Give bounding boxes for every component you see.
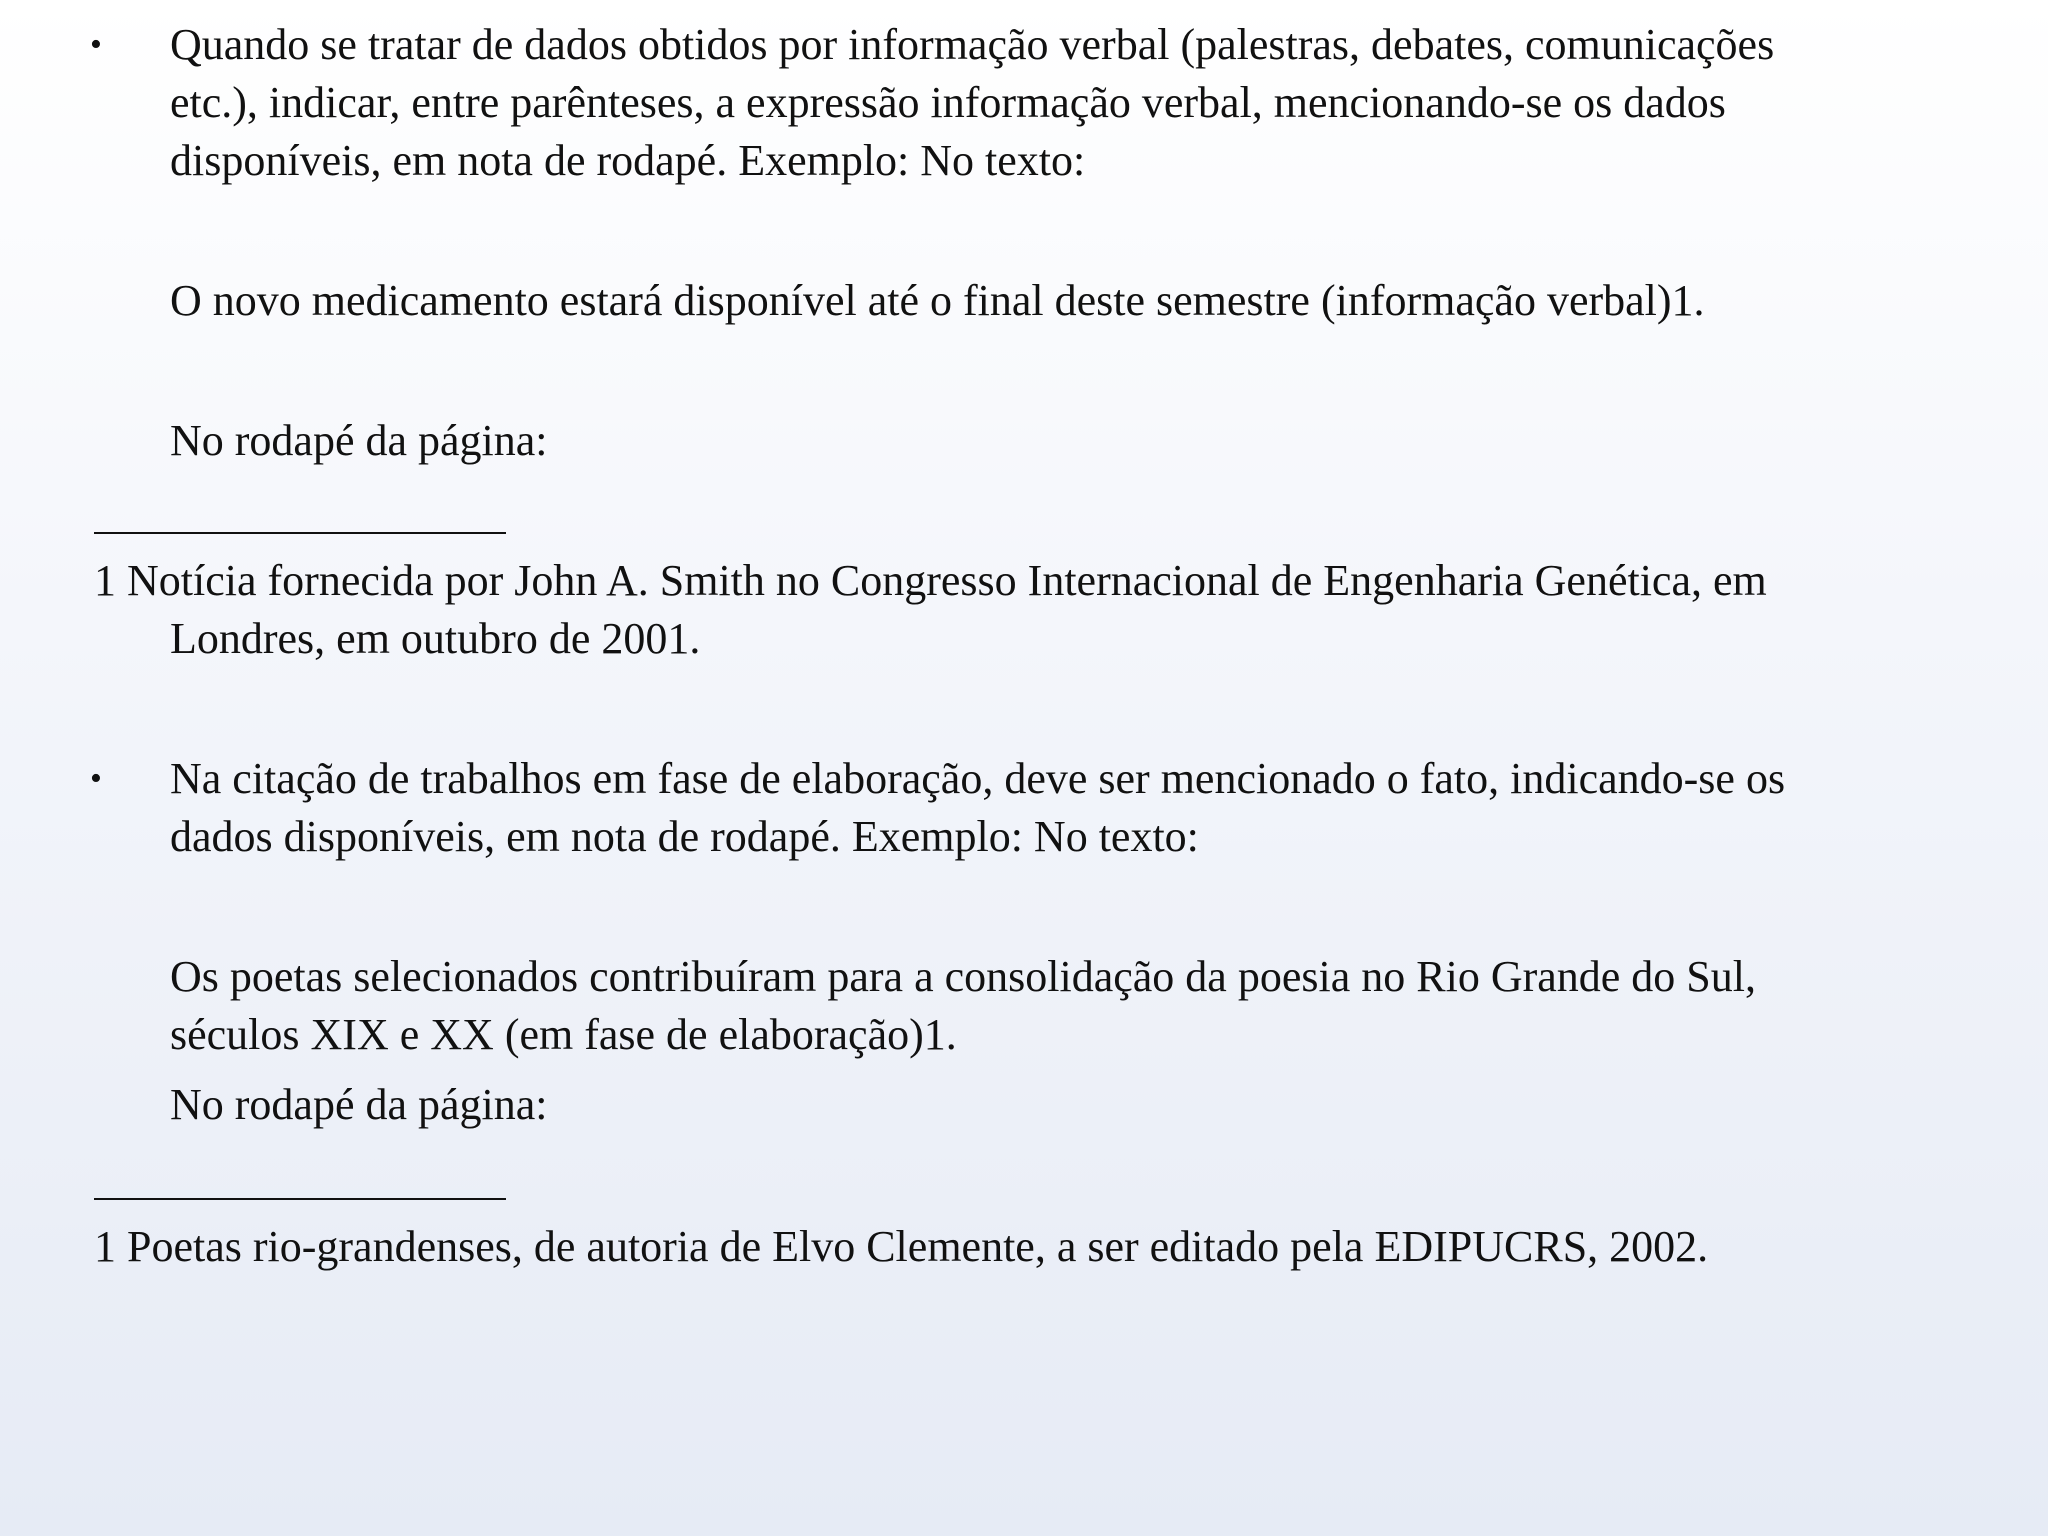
item1-footer-label: No rodapé da página: bbox=[170, 416, 548, 465]
item2-text-line-2: dados disponíveis, em nota de rodapé. Exemplo: No texto: bbox=[170, 812, 1199, 861]
item1-text-line-2: etc.), indicar, entre parênteses, a expressão informação verbal, mencionando-se os dados bbox=[170, 78, 1726, 127]
item2-text-line-1: Na citação de trabalhos em fase de elaboração, deve ser mencionado o fato, indicando-se os bbox=[170, 754, 1786, 803]
bullet-icon: • bbox=[90, 760, 102, 797]
item1-text-line-3: disponíveis, em nota de rodapé. Exemplo: No texto: bbox=[170, 136, 1086, 185]
bullet-icon: • bbox=[90, 26, 102, 63]
item2-example-line-1: Os poetas selecionados contribuíram para a consolidação da poesia no Rio Grande do Sul, bbox=[170, 952, 1756, 1001]
item1-example: O novo medicamento estará disponível até o final deste semestre (informação verbal)1. bbox=[170, 276, 1705, 325]
item2-example-line-2: séculos XIX e XX (em fase de elaboração)1. bbox=[170, 1010, 957, 1059]
item1-footnote-line-1: 1 Notícia fornecida por John A. Smith no Congresso Internacional de Engenharia Genética, em bbox=[94, 556, 1767, 605]
item1-footnote-line-2: Londres, em outubro de 2001. bbox=[170, 614, 701, 663]
footnote-separator bbox=[94, 1198, 506, 1200]
item1-text-line-1: Quando se tratar de dados obtidos por informação verbal (palestras, debates, comunicações bbox=[170, 20, 1775, 69]
item2-footnote: 1 Poetas rio-grandenses, de autoria de Elvo Clemente, a ser editado pela EDIPUCRS, 2002. bbox=[94, 1222, 1709, 1271]
footnote-separator bbox=[94, 532, 506, 534]
item2-footer-label: No rodapé da página: bbox=[170, 1080, 548, 1129]
